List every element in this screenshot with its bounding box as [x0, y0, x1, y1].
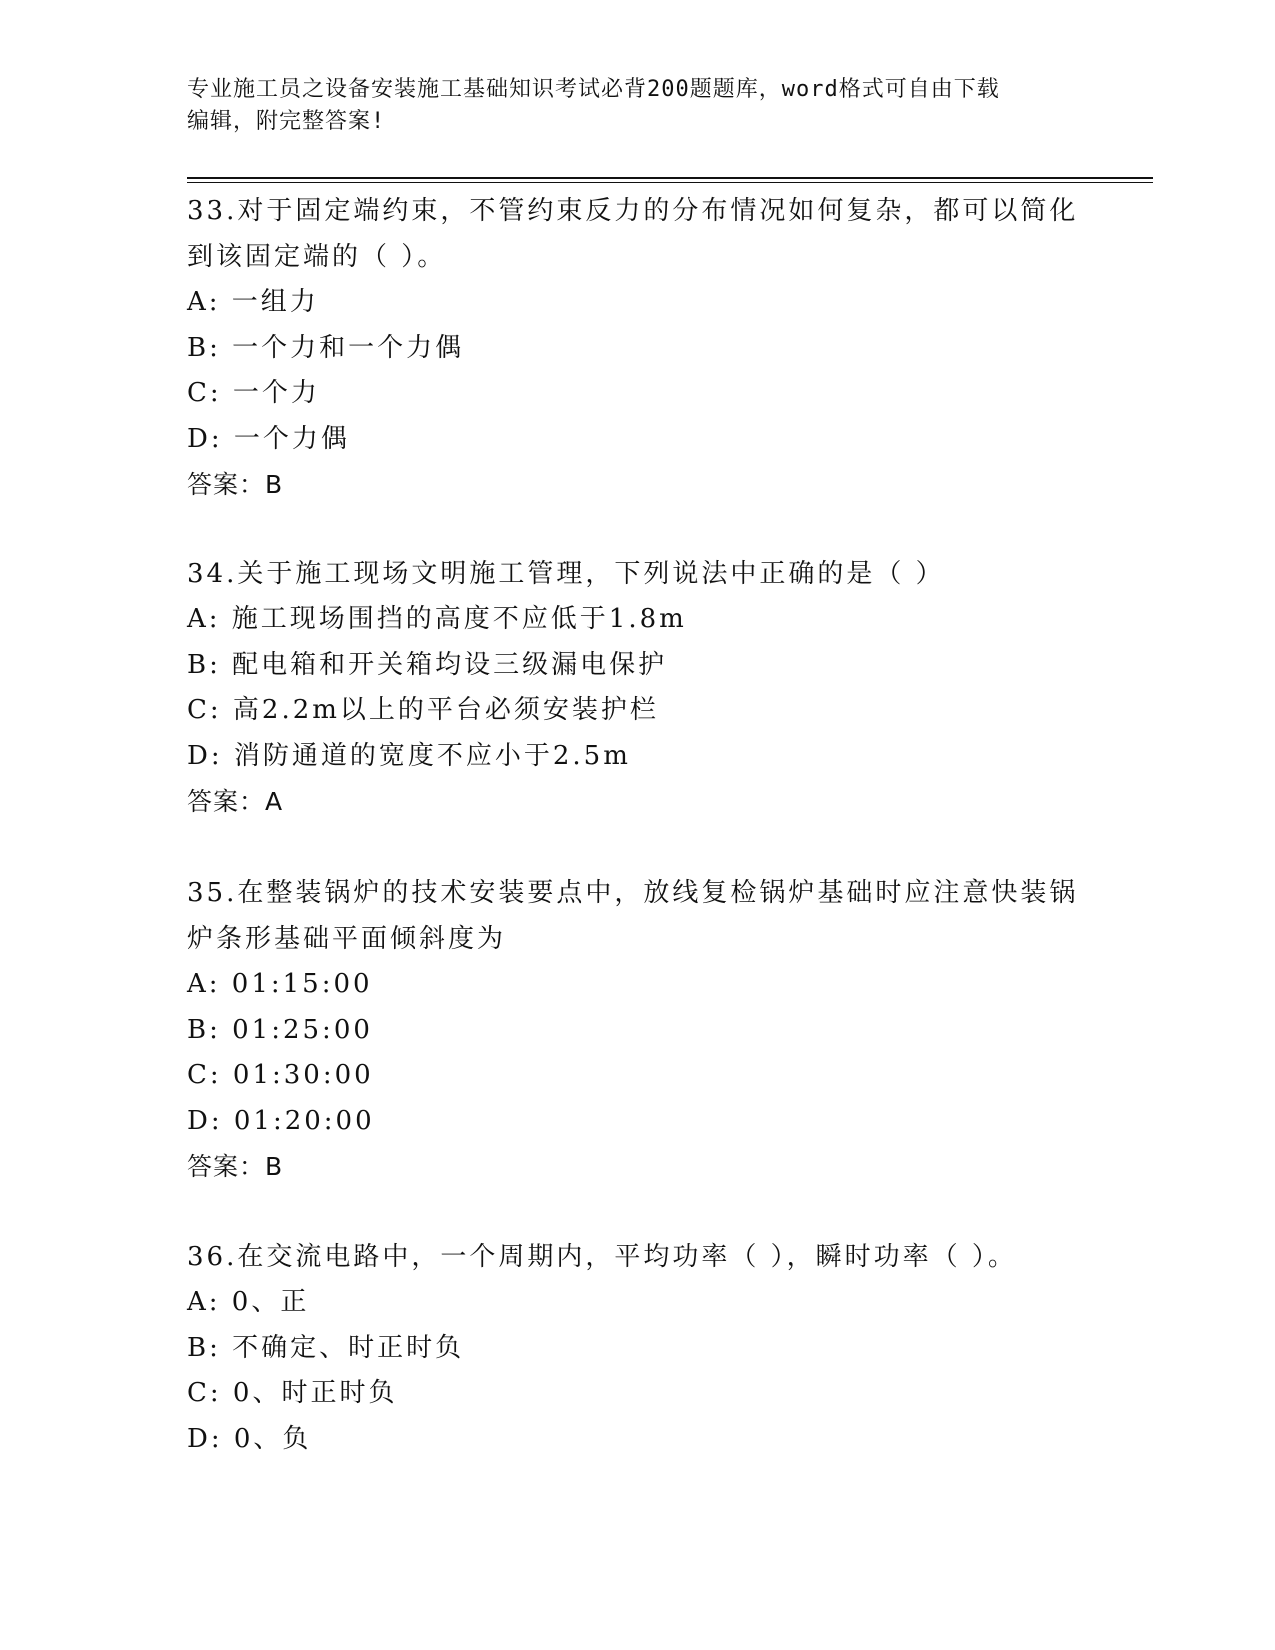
document-header [187, 74, 1067, 138]
option-b: B: 不确定、时正时负 [187, 1332, 465, 1363]
question-33 [187, 188, 1087, 508]
question-stem: 33.对于固定端约束，不管约束反力的分布情况如何复杂，都可以简化 [187, 196, 1079, 226]
header-divider-thin [187, 182, 1153, 183]
option-c: C: 01:30:00 [187, 1060, 374, 1090]
header-divider-thick [187, 177, 1153, 179]
question-stem-continued: 炉条形基础平面倾斜度为 [187, 924, 507, 954]
option-d: D: 一个力偶 [187, 423, 350, 454]
header-line-1: 专业施工员之设备安装施工基础知识考试必背200题题库，word格式可自由下载 [187, 77, 1000, 102]
option-d: D: 01:20:00 [187, 1105, 375, 1136]
question-stem-continued: 到该固定端的（ ）。 [187, 242, 447, 272]
question-stem: 34.关于施工现场文明施工管理，下列说法中正确的是（ ） [187, 559, 945, 589]
answer: 答案：B [187, 1152, 284, 1181]
option-a: A: 施工现场围挡的高度不应低于1.8m [187, 604, 687, 634]
header-line-2: 编辑，附完整答案! [187, 109, 386, 134]
answer: 答案：B [187, 470, 284, 499]
option-b: B: 一个力和一个力偶 [187, 332, 465, 363]
answer: 答案：A [187, 787, 284, 816]
question-35 [187, 870, 1087, 1190]
option-c: C: 一个力 [187, 378, 320, 408]
option-b: B: 01:25:00 [187, 1014, 373, 1045]
option-d: D: 消防通道的宽度不应小于2.5m [187, 740, 631, 771]
question-34 [187, 551, 1087, 825]
option-c: C: 0、时正时负 [187, 1378, 398, 1408]
option-b: B: 配电箱和开关箱均设三级漏电保护 [187, 649, 668, 680]
option-a: A: 01:15:00 [187, 969, 373, 999]
question-stem: 35.在整装锅炉的技术安装要点中，放线复检锅炉基础时应注意快装锅 [187, 878, 1079, 908]
option-a: A: 0、正 [187, 1287, 310, 1317]
question-36 [187, 1234, 1087, 1462]
question-stem: 36.在交流电路中，一个周期内，平均功率（ ），瞬时功率（ ）。 [187, 1242, 1017, 1272]
option-c: C: 高2.2m以上的平台必须安装护栏 [187, 695, 659, 725]
option-d: D: 0、负 [187, 1423, 312, 1454]
option-a: A: 一组力 [187, 287, 319, 317]
